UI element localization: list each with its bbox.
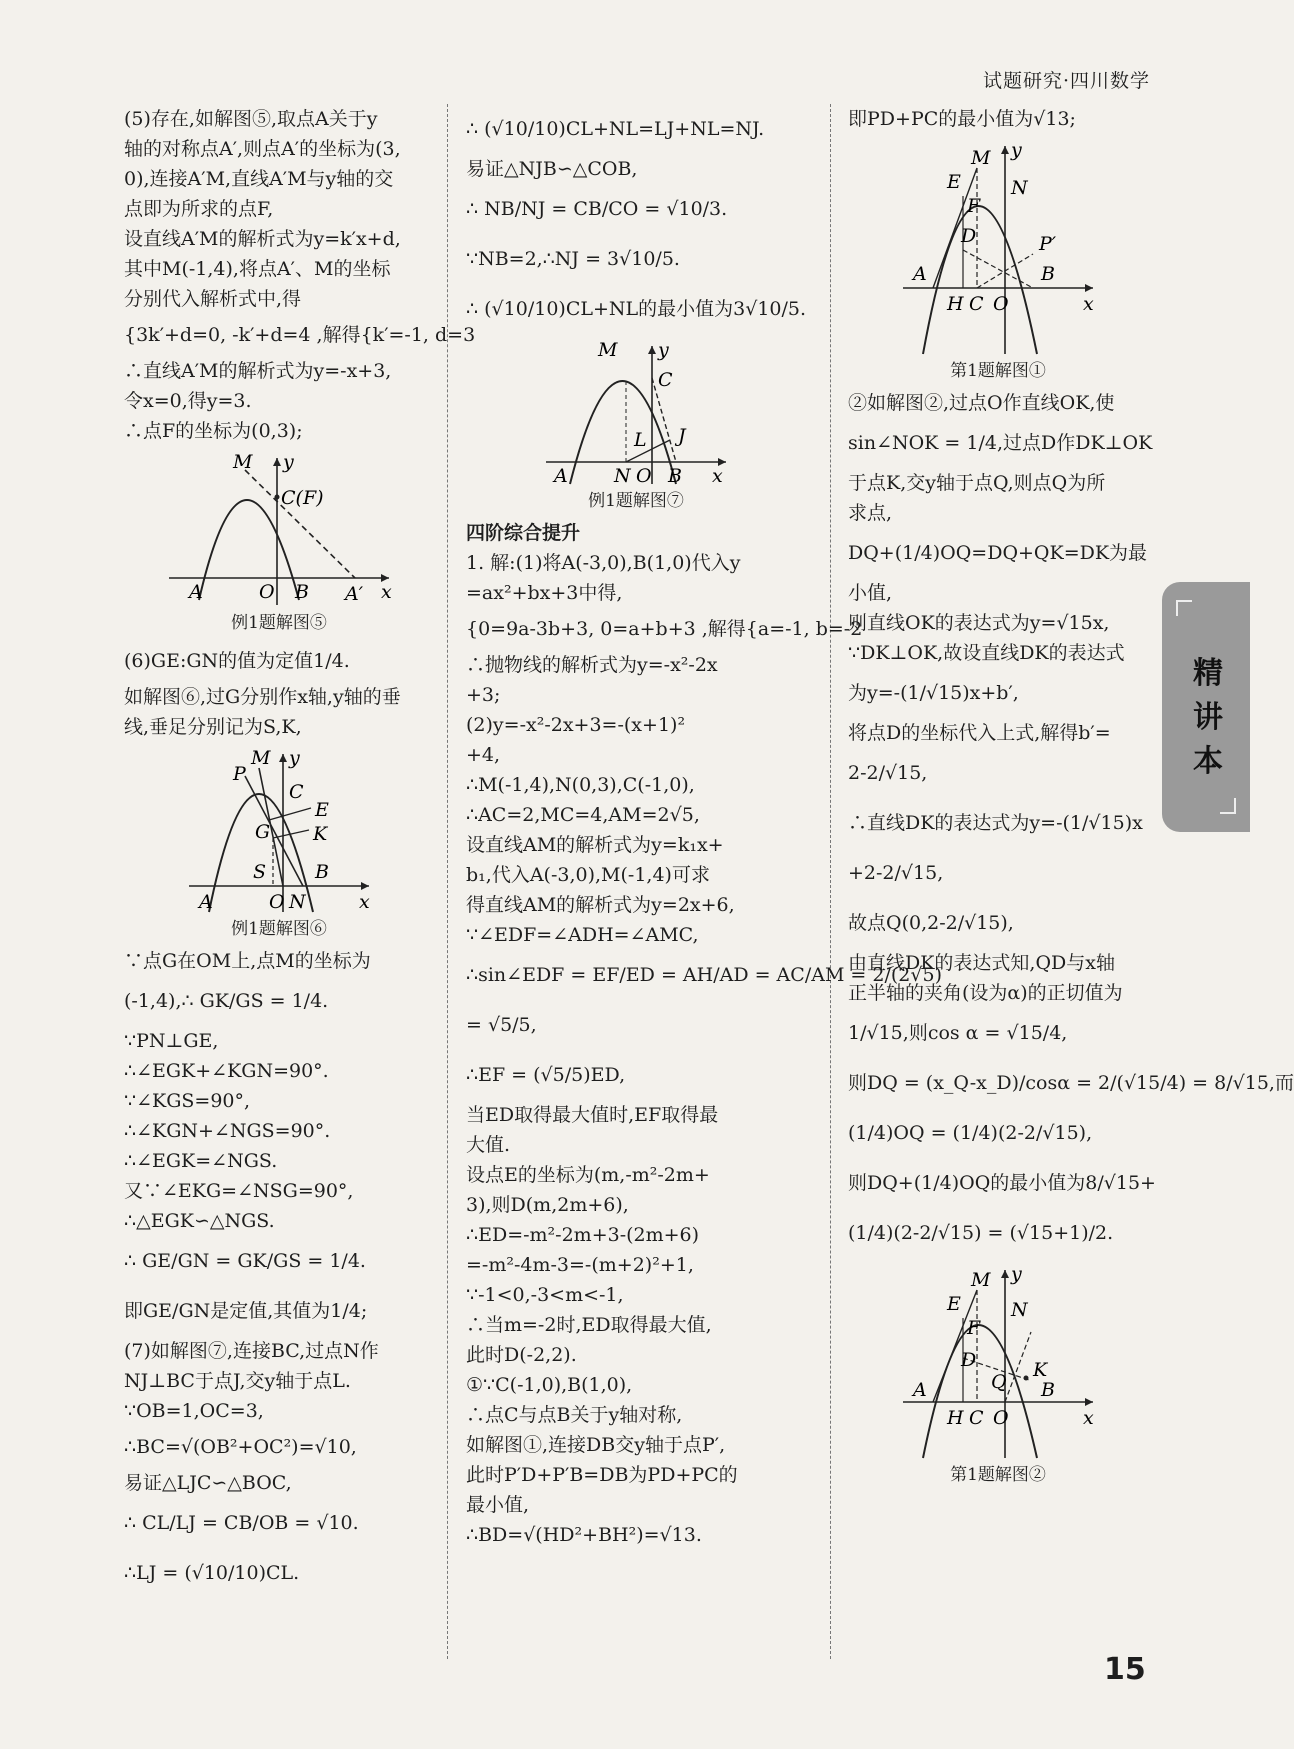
text-line: 0),连接A′M,直线A′M与y轴的交: [124, 168, 394, 190]
label-x: x: [381, 581, 392, 603]
text-line: 点即为所求的点F,: [124, 198, 274, 220]
label-O: O: [636, 465, 652, 487]
text-line: (5)存在,如解图⑤,取点A关于y: [124, 108, 378, 130]
label-O: O: [993, 1407, 1009, 1429]
text-line: ∵OB=1,OC=3,: [124, 1400, 264, 1422]
text-line: ∴当m=-2时,ED取得最大值,: [466, 1314, 712, 1336]
label-N: N: [1011, 177, 1028, 199]
text-line: ∴ (√10/10)CL+NL=LJ+NL=NJ.: [466, 118, 765, 140]
text-line: 正半轴的夹角(设为α)的正切值为: [848, 982, 1123, 1004]
side-tab: [1162, 582, 1250, 832]
label-B: B: [315, 861, 329, 883]
column-divider: [830, 104, 831, 1659]
text-line: 易证△NJB∽△COB,: [466, 158, 638, 180]
label-C: C: [289, 781, 304, 803]
text-line: 即PD+PC的最小值为√13;: [848, 108, 1076, 130]
label-A-prime: A′: [345, 583, 364, 605]
label-O: O: [993, 293, 1009, 315]
text-line: 则DQ+(1/4)OQ的最小值为8/√15+: [848, 1172, 1156, 1194]
figure-1: [893, 138, 1103, 358]
text-line: 设直线AM的解析式为y=k₁x+: [466, 834, 724, 856]
text-line: 如解图①,连接DB交y轴于点P′,: [466, 1434, 726, 1456]
label-B: B: [1041, 263, 1055, 285]
label-C: C: [969, 293, 984, 315]
page-header: 试题研究·四川数学: [982, 70, 1150, 92]
text-line: NJ⊥BC于点J,交y轴于点L.: [124, 1370, 351, 1392]
label-O: O: [259, 581, 275, 603]
text-line: 则直线OK的表达式为y=√15x,: [848, 612, 1110, 634]
label-J: J: [678, 425, 686, 447]
text-line: 2-2/√15,: [848, 762, 928, 784]
figure-caption: 例1题解图⑦: [588, 491, 684, 511]
text-line: 轴的对称点A′,则点A′的坐标为(3,: [124, 138, 401, 160]
tab-corner-icon: [1176, 600, 1192, 616]
text-line: 此时D(-2,2).: [466, 1344, 577, 1366]
label-E: E: [315, 799, 329, 821]
equation-system: {3k′+d=0, -k′+d=4 ,解得{k′=-1, d=3: [124, 324, 476, 346]
figure-caption: 第1题解图①: [950, 361, 1046, 381]
text-line: ∴ CL/LJ = CB/OB = √10.: [124, 1512, 359, 1534]
figure-2: [893, 1262, 1103, 1462]
text-line: ∴LJ = (√10/10)CL.: [124, 1562, 300, 1584]
text-line: 设点E的坐标为(m,-m²-2m+: [466, 1164, 710, 1186]
label-D: D: [961, 225, 977, 247]
text-line: 由直线DK的表达式知,QD与x轴: [848, 952, 1115, 974]
label-x: x: [1083, 1407, 1094, 1429]
text-line: 令x=0,得y=3.: [124, 390, 252, 412]
text-line: ∵∠EDF=∠ADH=∠AMC,: [466, 924, 699, 946]
text-line: ∴∠EGK+∠KGN=90°.: [124, 1060, 329, 1082]
text-line: 3),则D(m,2m+6),: [466, 1194, 629, 1216]
text-line: 于点K,交y轴于点Q,则点Q为所: [848, 472, 1106, 494]
text-line: ∴∠EGK=∠NGS.: [124, 1150, 278, 1172]
label-M: M: [598, 339, 618, 361]
text-line: ∴EF = (√5/5)ED,: [466, 1064, 626, 1086]
text-line: ∴直线DK的表达式为y=-(1/√15)x: [848, 812, 1143, 834]
label-K: K: [1033, 1359, 1048, 1381]
label-B: B: [668, 465, 682, 487]
label-y: y: [1011, 139, 1022, 161]
text-line: b₁,代入A(-3,0),M(-1,4)可求: [466, 864, 710, 886]
text-line: 即GE/GN是定值,其值为1/4;: [124, 1300, 368, 1322]
label-A: A: [913, 1379, 927, 1401]
text-line: 得直线AM的解析式为y=2x+6,: [466, 894, 735, 916]
text-line: 为y=-(1/√15)x+b′,: [848, 682, 1019, 704]
text-line: 大值.: [466, 1134, 511, 1156]
text-line: = √5/5,: [466, 1014, 537, 1036]
label-A: A: [189, 581, 203, 603]
text-line: (1/4)(2-2/√15) = (√15+1)/2.: [848, 1222, 1114, 1244]
label-N: N: [1011, 1299, 1028, 1321]
text-line: ∴点F的坐标为(0,3);: [124, 420, 303, 442]
text-line: +3;: [466, 684, 501, 706]
label-D: D: [961, 1349, 977, 1371]
label-x: x: [359, 891, 370, 913]
label-M: M: [251, 747, 271, 769]
label-F: F: [967, 195, 981, 217]
side-tab-label: 精讲本: [1193, 656, 1223, 779]
text-line: (2)y=-x²-2x+3=-(x+1)²: [466, 714, 686, 736]
text-line: 此时P′D+P′B=DB为PD+PC的: [466, 1464, 738, 1486]
label-H: H: [947, 1407, 964, 1429]
label-A: A: [913, 263, 927, 285]
label-C: C: [969, 1407, 984, 1429]
text-line: (1/4)OQ = (1/4)(2-2/√15),: [848, 1122, 1093, 1144]
text-line: (-1,4),∴ GK/GS = 1/4.: [124, 990, 329, 1012]
label-B: B: [1041, 1379, 1055, 1401]
label-A: A: [199, 891, 213, 913]
label-A: A: [554, 465, 568, 487]
label-x: x: [1083, 293, 1094, 315]
text-line: 最小值,: [466, 1494, 530, 1516]
text-line: ∴∠KGN+∠NGS=90°.: [124, 1120, 331, 1142]
text-line: 设直线A′M的解析式为y=k′x+d,: [124, 228, 401, 250]
text-line: 如解图⑥,过G分别作x轴,y轴的垂: [124, 686, 401, 708]
text-line: ∵PN⊥GE,: [124, 1030, 219, 1052]
text-line: ∴sin∠EDF = EF/ED = AH/AD = AC/AM = 2/(2√5): [466, 964, 942, 986]
figure-caption: 例1题解图⑤: [231, 613, 327, 633]
text-line: 求点,: [848, 502, 893, 524]
label-P-prime: P′: [1039, 233, 1057, 255]
label-S: S: [253, 861, 267, 883]
label-N: N: [289, 891, 306, 913]
text-line: ∴ (√10/10)CL+NL的最小值为3√10/5.: [466, 298, 807, 320]
text-line: 线,垂足分别记为S,K,: [124, 716, 302, 738]
text-line: ∴AC=2,MC=4,AM=2√5,: [466, 804, 700, 826]
label-F: F: [967, 1317, 981, 1339]
text-line: ∴ NB/NJ = CB/CO = √10/3.: [466, 198, 728, 220]
text-line: ∴直线A′M的解析式为y=-x+3,: [124, 360, 392, 382]
text-line: ∴M(-1,4),N(0,3),C(-1,0),: [466, 774, 695, 796]
label-H: H: [947, 293, 964, 315]
text-line: 小值,: [848, 582, 893, 604]
label-M: M: [971, 147, 991, 169]
page-number: 15: [1104, 1652, 1146, 1687]
label-C: C: [658, 369, 673, 391]
label-E: E: [947, 1293, 961, 1315]
column-1: [124, 104, 476, 1598]
label-y: y: [289, 747, 300, 769]
text-line: ∴△EGK∽△NGS.: [124, 1210, 275, 1232]
text-line: ∴ED=-m²-2m+3-(2m+6): [466, 1224, 700, 1246]
text-line: sin∠NOK = 1/4,过点D作DK⊥OK: [848, 432, 1153, 454]
label-N: N: [614, 465, 631, 487]
section-title: 四阶综合提升: [466, 522, 581, 544]
figure-5: [159, 450, 399, 610]
text-line: (6)GE:GN的值为定值1/4.: [124, 650, 350, 672]
text-line: ∵∠KGS=90°,: [124, 1090, 251, 1112]
equation-system: {0=9a-3b+3, 0=a+b+3 ,解得{a=-1, b=-2: [466, 618, 863, 640]
text-line: ∵NB=2,∴NJ = 3√10/5.: [466, 248, 680, 270]
text-line: 当ED取得最大值时,EF取得最: [466, 1104, 719, 1126]
label-y: y: [658, 339, 669, 361]
text-line: ∴BD=√(HD²+BH²)=√13.: [466, 1524, 702, 1546]
text-line: 则DQ = (x_Q-x_D)/cosα = 2/(√15/4) = 8/√15,而: [848, 1072, 1294, 1094]
text-line: ∴抛物线的解析式为y=-x²-2x: [466, 654, 718, 676]
label-P: P: [233, 763, 246, 785]
text-line: ∴BC=√(OB²+OC²)=√10,: [124, 1436, 357, 1458]
label-y: y: [283, 451, 294, 473]
text-line: ∵-1<0,-3<m<-1,: [466, 1284, 624, 1306]
text-line: 故点Q(0,2-2/√15),: [848, 912, 1014, 934]
text-line: DQ+(1/4)OQ=DQ+QK=DK为最: [848, 542, 1148, 564]
label-y: y: [1011, 1263, 1022, 1285]
label-CF: C(F): [281, 487, 324, 509]
label-L: L: [634, 429, 647, 451]
text-line: (7)如解图⑦,连接BC,过点N作: [124, 1340, 379, 1362]
text-line: 1/√15,则cos α = √15/4,: [848, 1022, 1068, 1044]
tab-corner-icon: [1220, 798, 1236, 814]
text-line: 分别代入解析式中,得: [124, 288, 302, 310]
label-B: B: [295, 581, 309, 603]
text-line: ①∵C(-1,0),B(1,0),: [466, 1374, 633, 1396]
text-line: 易证△LJC∽△BOC,: [124, 1472, 292, 1494]
text-line: ②如解图②,过点O作直线OK,使: [848, 392, 1115, 414]
label-M: M: [233, 451, 253, 473]
label-G: G: [255, 821, 271, 843]
label-x: x: [712, 465, 723, 487]
text-line: 其中M(-1,4),将点A′、M的坐标: [124, 258, 391, 280]
text-line: +2-2/√15,: [848, 862, 944, 884]
figure-7: [536, 338, 736, 488]
text-line: 又∵∠EKG=∠NSG=90°,: [124, 1180, 354, 1202]
text-line: ∴点C与点B关于y轴对称,: [466, 1404, 683, 1426]
text-line: ∵点G在OM上,点M的坐标为: [124, 950, 371, 972]
label-Q: Q: [991, 1371, 1007, 1393]
text-line: ∴ GE/GN = GK/GS = 1/4.: [124, 1250, 366, 1272]
figure-caption: 第1题解图②: [950, 1465, 1046, 1485]
text-line: ∵DK⊥OK,故设直线DK的表达式: [848, 642, 1125, 664]
label-O: O: [269, 891, 285, 913]
label-E: E: [947, 171, 961, 193]
figure-caption: 例1题解图⑥: [231, 919, 327, 939]
label-M: M: [971, 1269, 991, 1291]
figure-6: [179, 746, 379, 916]
text-line: 将点D的坐标代入上式,解得b′=: [848, 722, 1111, 744]
text-line: 1. 解:(1)将A(-3,0),B(1,0)代入y: [466, 552, 741, 574]
text-line: +4,: [466, 744, 501, 766]
text-line: =-m²-4m-3=-(m+2)²+1,: [466, 1254, 694, 1276]
text-line: =ax²+bx+3中得,: [466, 582, 623, 604]
label-K: K: [313, 823, 328, 845]
